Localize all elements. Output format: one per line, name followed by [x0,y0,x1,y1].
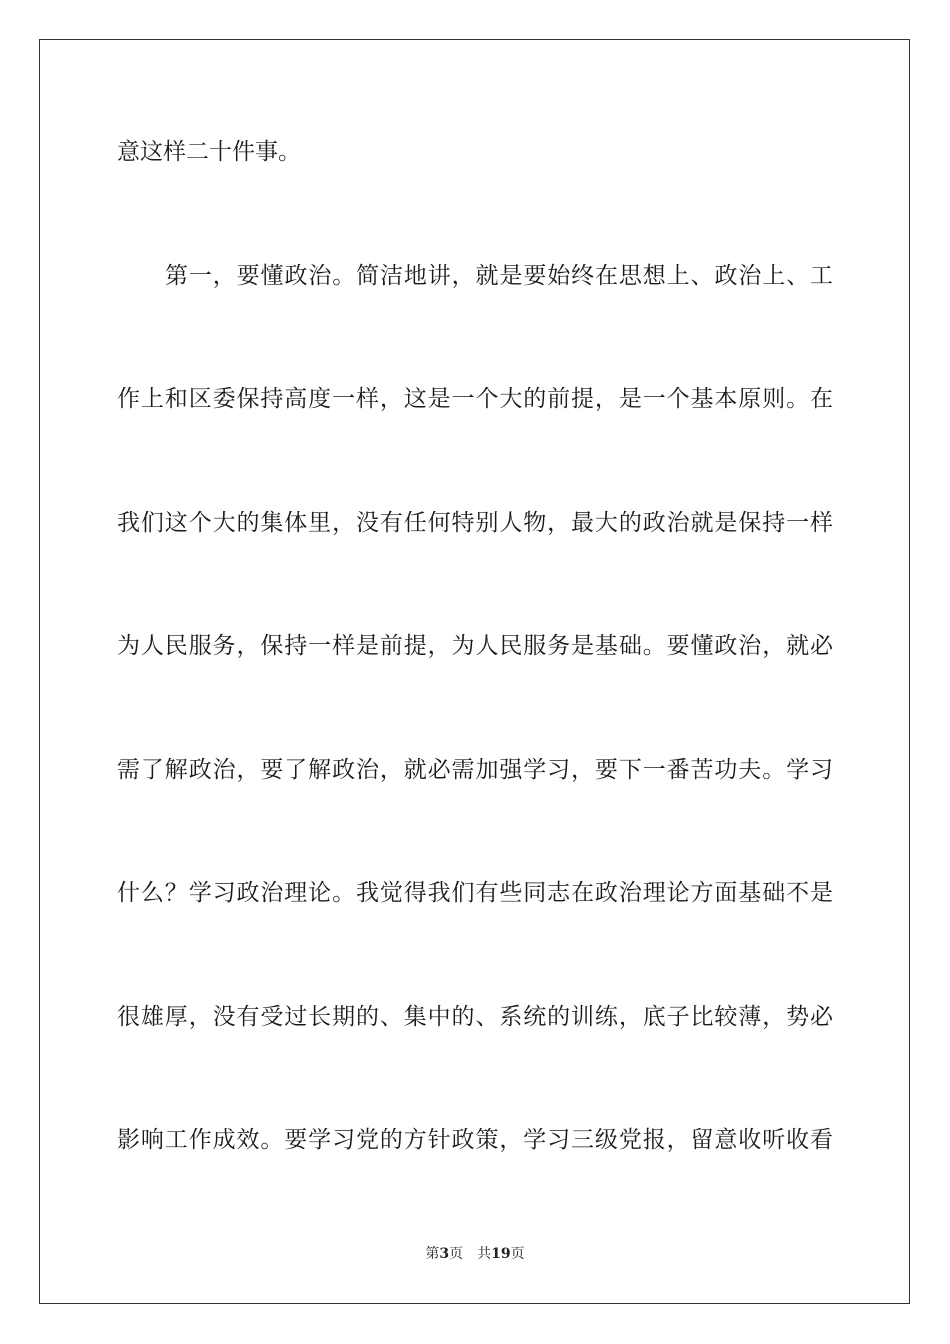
footer-page-suffix: 页 [449,1246,464,1262]
text-line-1: 意这样二十件事。 [117,139,301,165]
footer-total-prefix: 共 [477,1246,492,1262]
text-line-8: 很雄厚，没有受过长期的、集中的、系统的训练，底子比较薄，势必 [117,1004,833,1030]
footer-total-suffix: 页 [510,1246,525,1262]
text-line-9: 影响工作成效。要学习党的方针政策，学习三级党报，留意收听收看 [117,1127,833,1153]
page-border [39,39,910,1304]
text-line-6: 需了解政治，要了解政治，就必需加强学习，要下一番苦功夫。学习 [117,757,833,783]
text-line-7: 什么？学习政治理论。我觉得我们有些同志在政治理论方面基础不是 [117,880,833,906]
footer-page-prefix: 第 [425,1246,440,1262]
text-line-5: 为人民服务，保持一样是前提，为人民服务是基础。要懂政治，就必 [117,633,833,659]
page-footer [0,1245,950,1263]
text-line-4: 我们这个大的集体里，没有任何特别人物，最大的政治就是保持一样 [117,510,833,536]
footer-page-number: 3 [439,1246,450,1262]
text-line-2: 第一，要懂政治。简洁地讲，就是要始终在思想上、政治上、工 [165,263,833,289]
text-line-3: 作上和区委保持高度一样，这是一个大的前提，是一个基本原则。在 [117,386,833,412]
footer-total-pages: 19 [491,1246,511,1262]
